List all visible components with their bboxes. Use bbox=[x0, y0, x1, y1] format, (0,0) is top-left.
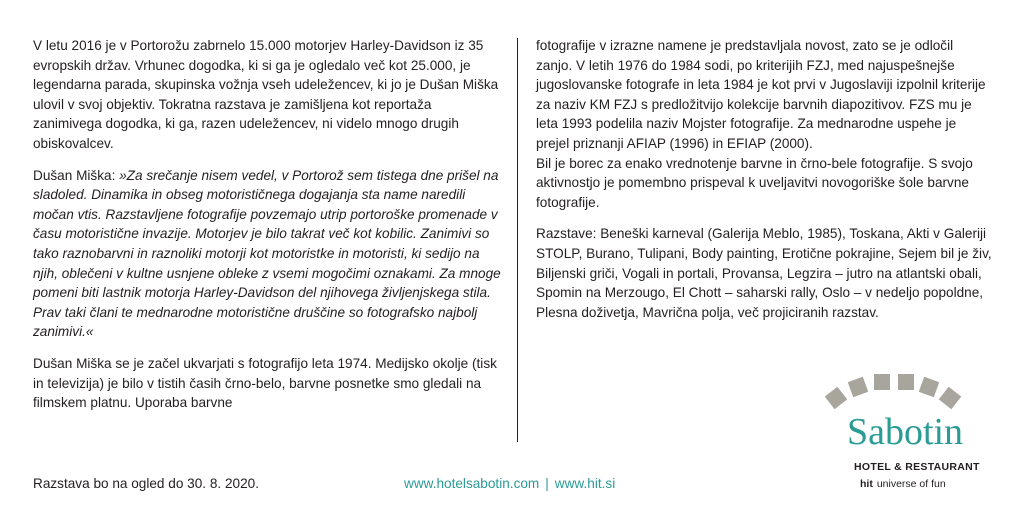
exhibition-date: Razstava bo na ogled do 30. 8. 2020. bbox=[33, 476, 259, 491]
biography-paragraph-legacy: Bil je borec za enako vrednotenje barvne in črno-bele fotografije. S svojo aktivnostjo je pomembno prispeval k uveljavitvi novogoriške šole barvne fotografije. bbox=[536, 155, 973, 210]
left-text-column bbox=[33, 36, 501, 425]
hotel-restaurant-label: HOTEL & RESTAURANT bbox=[854, 461, 980, 473]
biography-paragraph-start: Dušan Miška se je začel ukvarjati s fotografijo leta 1974. Medijsko okolje (tisk in televizija) je bilo v tistih časih črno-belo, barvne posnetke smo gledali na filmskem platnu. Uporaba barvne bbox=[33, 355, 497, 411]
quote-paragraph bbox=[33, 166, 501, 342]
column-divider bbox=[517, 38, 518, 442]
exhibitions-paragraph: Razstave: Beneški karneval (Galerija Meblo, 1985), Toskana, Akti v Galeriji STOLP, Burano, Tulipani, Body painting, Erotične pokrajine, Sejem bil je živ, Biljenski griči, Vogali in portali, Provansa, Legzira – jutro na atlantski obali, Spomin na Merzougo, El Chott – saharski rally, Oslo – v nedeljo popoldne, Plesna doživetja, Mavrična polja, več projiciranih razstav. bbox=[536, 226, 992, 320]
quote-author: Dušan Miška: bbox=[33, 167, 120, 183]
link-separator: | bbox=[545, 476, 549, 491]
sabotin-logo-name: Sabotin bbox=[846, 411, 964, 453]
biography-paragraph-continued: fotografije v izrazne namene je predstavljala novost, zato se je odločil zanjo. V letih 1976 do 1984 sodi, po kriterijih FZJ, med najuspešnejše jugoslovanske fotografe in leta 1984 je kot prvi v Jugoslaviji izpolnil kriterije za naziv KM FZJ s predložitvijo kolekcije barvnih diapozitivov. FZS mu je leta 1993 podelila naziv Mojster fotografije. Za mednarodne uspehe je prejel priznanji AFIAP (1996) in EFIAP (2000). bbox=[536, 38, 986, 151]
intro-paragraph: V letu 2016 je v Portorožu zabrnelo 15.000 motorjev Harley-Davidson iz 35 evropskih držav. Vrhunec dogodka, ki si ga je ogledalo več kot 25.000, je legendarna parada, skupinska vožnja vseh udeležencev, ki jo je Dušan Miška ulovil v svoj objektiv. Tokratna razstava je zamišljena kot reportaža zanimivega dogodka, ki ga, razen udeležencev, ni videlo mnogo drugih obiskovalcev. bbox=[33, 38, 499, 151]
hit-universe-tagline bbox=[860, 478, 946, 490]
hotel-sabotin-link[interactable]: www.hotelsabotin.com bbox=[404, 476, 540, 491]
sabotin-logo-squares-icon bbox=[818, 370, 968, 414]
hit-mark: hit bbox=[860, 478, 873, 490]
hit-link[interactable]: www.hit.si bbox=[554, 476, 616, 491]
quote-text: »Za srečanje nisem vedel, v Portorož sem tistega dne prišel na sladoled. Dinamika in obseg motorističnega dogajanja sta name naredili močan vtis. Razstavljene fotografije povzemajo utrip portoroške promenade v času motoristične invazije. Motorjev je bilo takrat več kot kobilic. Zanimivi so tako raznobarvni in raznoliki motorji kot motoristke in motoristi, ki sedijo na njih, oblečeni v kultne usnjene obleke z vsemi mogočimi oznakami. Za mnoge pomeni biti lastnik motorja Harley-Davidson del njihovega življenjskega stila. Prav taki člani te mednarodne motoristične druščine so fotografsko najbolj zanimivi.« bbox=[33, 167, 501, 340]
footer-links bbox=[404, 476, 615, 491]
right-text-column bbox=[536, 36, 992, 334]
hit-tagline: universe of fun bbox=[876, 478, 946, 490]
